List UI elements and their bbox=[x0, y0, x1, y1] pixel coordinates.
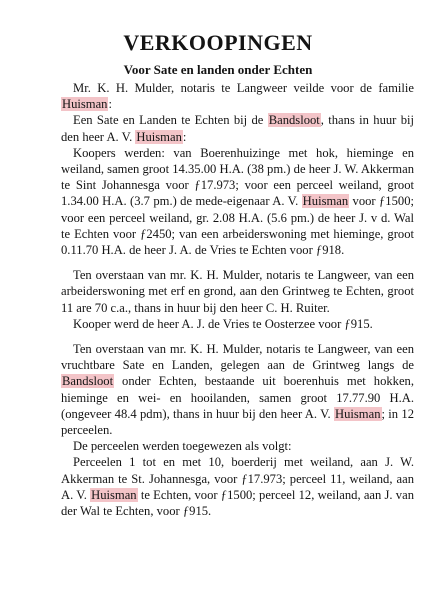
text-run: te Echten, voor ƒ1500; perceel 12, weiland, aan J. van der Wal te Echten, voor ƒ915. bbox=[61, 487, 414, 519]
text-run: : bbox=[182, 129, 187, 144]
article-paragraph bbox=[61, 341, 414, 438]
highlighted-term: Huisman bbox=[91, 487, 137, 502]
text-run: : bbox=[108, 97, 112, 112]
text-run: Een Sate en Landen te Echten bij de bbox=[73, 113, 268, 128]
text-run: Ten overstaan van mr. K. H. Mulder, notaris te Langweer, van een vruchtbare Sate en Landen, gelegen aan de Grintweg langs de bbox=[61, 342, 414, 373]
text-run: ; in 12 perceelen. bbox=[61, 406, 414, 438]
article-paragraph bbox=[61, 112, 414, 144]
article-paragraph bbox=[61, 145, 414, 258]
text-run: Mr. K. H. Mulder, notaris te Langweer veilde voor de familie bbox=[73, 81, 414, 95]
article-body bbox=[61, 80, 414, 519]
highlighted-term: Huisman bbox=[62, 97, 108, 112]
highlighted-term: Huisman bbox=[136, 129, 182, 144]
text-run: De perceelen werden toegewezen als volgt: bbox=[73, 439, 292, 454]
text-run: onder Echten, bestaande uit boerenhuis met hokken, hieminge en wei- en hooilanden, samen groot 17.77.90 H.A. (ongeveer 48.4 pdm), thans in huur bij den heer A. V. bbox=[61, 374, 414, 421]
highlighted-term: Huisman bbox=[302, 194, 349, 209]
article-paragraph bbox=[61, 438, 414, 454]
text-run: voor ƒ1500; voor een perceel weiland, gr. 2.08 H.A. (5.6 pm.) de heer J. v d. Wal te Echten voor ƒ2450; van een arbeiderswoning met hieminge, groot 0.11.70 H.A. de heer J. A. de Vries te Echten voor ƒ918. bbox=[61, 194, 414, 258]
article-subtitle: Voor Sate en landen onder Echten bbox=[123, 62, 313, 77]
text-run: Kooper werd de heer A. J. de Vries te Oosterzee voor ƒ915. bbox=[73, 316, 373, 331]
text-run: Ten overstaan van mr. K. H. Mulder, notaris te Langweer, van een arbeiderswoning met erf en grond, aan den Grintweg te Echten, groot 11 are 70 c.a., thans in huur bij den heer C. H. Ruiter. bbox=[61, 268, 414, 315]
article-paragraph bbox=[61, 316, 414, 332]
article-title: VERKOOPINGEN bbox=[123, 30, 313, 55]
article-paragraph bbox=[61, 267, 414, 316]
article-paragraph bbox=[61, 80, 414, 112]
text-run: , thans in huur bij den heer A. V. bbox=[61, 113, 414, 144]
highlighted-term: Huisman bbox=[335, 406, 381, 421]
article-paragraph bbox=[61, 454, 414, 519]
text-run: Perceelen 1 tot en met 10, boerderij met weiland, aan J. W. Akkerman te St. Johannesga, voor ƒ17.973; perceel 11, weiland, aan A. V. bbox=[61, 455, 414, 502]
text-run: Koopers werden: van Boerenhuizinge met hok, hieminge en weiland, samen groot 14.35.00 H.A. (38 pm.) de heer J. W. Akkerman te Sint Johannesga voor ƒ17.973; voor een perceel weiland, groot 1.34.00 H.A. (3.7 pm.) de mede-eigenaar A. V. bbox=[61, 145, 414, 209]
highlighted-term: Bandsloot bbox=[62, 374, 114, 389]
highlighted-term: Bandsloot bbox=[268, 113, 320, 128]
